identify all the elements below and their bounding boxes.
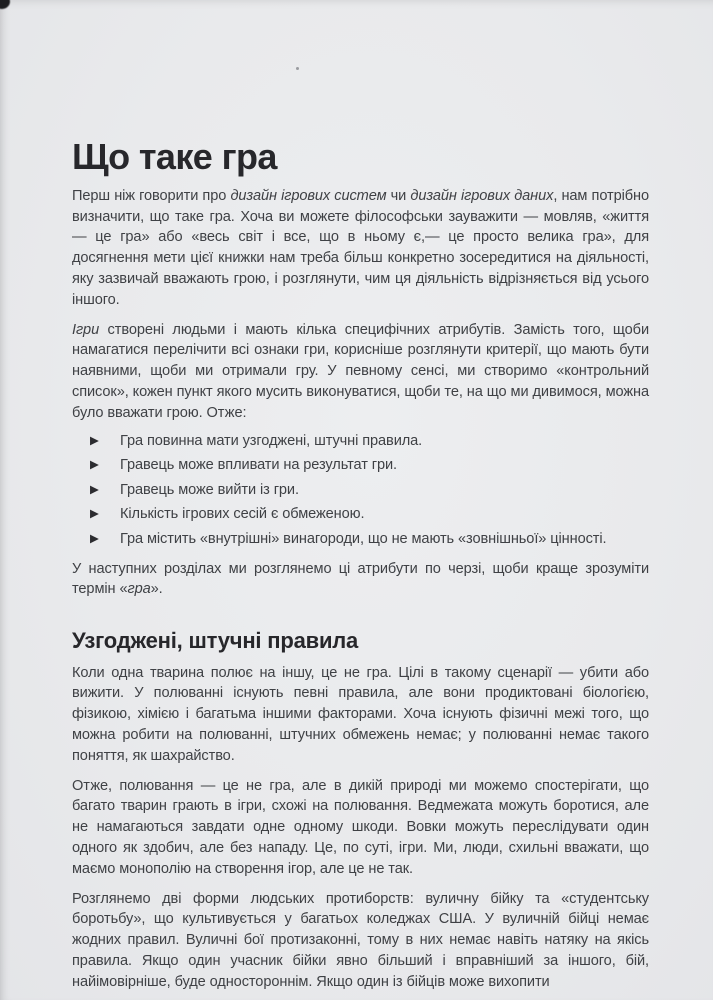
bullet-triangle-icon: ▶ xyxy=(90,506,99,521)
page-content xyxy=(72,0,649,992)
intro-paragraph-1 xyxy=(72,186,649,311)
text-segment: У наступних розділах ми розглянемо ці атрибути по черзі, щоби краще зрозуміти термін « xyxy=(72,560,649,598)
section-paragraph-2: Отже, полювання — це не гра, але в дикій природі ми можемо спостерігати, що багато тварин грають в ігри, схожі на полювання. Ведмежата можуть боротися, але не намагаються завдати одне одному шкоди. Вовки можуть переслідувати один одного як здобич, але без нападу. Це, по суті, ігри. Ми, люди, схильні вважати, що маємо монополію на створення ігор, але це не так. xyxy=(72,777,649,877)
text-segment: чи xyxy=(386,187,411,204)
section-paragraph-3: Розглянемо дві форми людських протиборств: вуличну бійку та «студентську боротьбу», що культивується у багатьох коледжах США. У вуличній бійці немає жодних правил. Вуличні бої протизаконні, тому в них немає навіть натяку на якісь правила. Якщо один учасник бійки явно більший і вправніший за іншого, бій, найімовірніше, буде одностороннім. Якщо один із бійців може вихопити xyxy=(72,890,649,990)
bullet-triangle-icon: ▶ xyxy=(90,457,99,472)
text-segment: створені людьми і мають кілька специфічних атрибутів. Замість того, щоби намагатися перелічити всі ознаки гри, корисніше розглянути критерії, що мають бути наявними, щоби ми отримали гру. У певному сенсі, ми створимо «контрольний список», кожен пункт якого мусить виконуватися, щоби те, на що ми дивимося, можна було вважати грою. Отже: xyxy=(72,321,649,421)
scan-corner-mark xyxy=(0,0,10,9)
list-item xyxy=(72,431,649,452)
criteria-list xyxy=(72,431,649,550)
text-segment-italic: дизайн ігрових даних xyxy=(410,187,554,204)
text-segment-italic: гра xyxy=(127,581,151,598)
list-item-label: Гравець може вийти із гри. xyxy=(120,481,299,498)
list-item-label: Гра містить «внутрішні» винагороди, що не мають «зовнішньої» цінності. xyxy=(120,530,607,547)
intro-paragraph-2 xyxy=(72,320,649,424)
text-segment: , нам потрібно визначити, що таке гра. Хоча ви можете філософськи зауважити — мовляв, «життя — це гра» або «весь світ і все, що в ньому є,— це просто велика гра», для досягнення мети цієї книжки нам треба більш конкретно зосередитися на діяльності, яку зазвичай вважають грою, і розглянути, чим ця діяльність відрізняється від усього іншого. xyxy=(72,187,650,308)
text-segment-italic: Ігри xyxy=(72,321,100,338)
text-segment: ». xyxy=(150,581,163,598)
bullet-triangle-icon: ▶ xyxy=(90,432,99,447)
list-item-label: Гравець може впливати на результат гри. xyxy=(120,457,397,474)
list-item xyxy=(72,529,649,550)
bullet-triangle-icon: ▶ xyxy=(90,481,99,496)
section-heading: Узгоджені, штучні правила xyxy=(72,628,359,654)
list-item xyxy=(72,504,649,525)
list-item-label: Гра повинна мати узгоджені, штучні правила. xyxy=(120,432,423,449)
list-item xyxy=(72,455,649,476)
list-item xyxy=(72,480,649,501)
bullet-triangle-icon: ▶ xyxy=(90,530,99,545)
list-item-label: Кількість ігрових сесій є обмеженою. xyxy=(120,506,365,523)
text-segment: Перш ніж говорити про xyxy=(72,187,231,204)
text-segment-italic: дизайн ігрових систем xyxy=(230,187,387,204)
section-paragraph-1: Коли одна тварина полює на іншу, це не гра. Цілі в такому сценарії — убити або вижити. У полюванні існують певні правила, але вони продиктовані біологією, фізикою, хімією і багатьма іншими факторами. Хоча існують фізичні межі того, що можна робити на полюванні, штучних обмежень немає; у полюванні немає такого поняття, як шахрайство. xyxy=(72,664,649,764)
intro-paragraph-3 xyxy=(72,559,649,601)
chapter-title: Що таке гра xyxy=(72,136,277,177)
